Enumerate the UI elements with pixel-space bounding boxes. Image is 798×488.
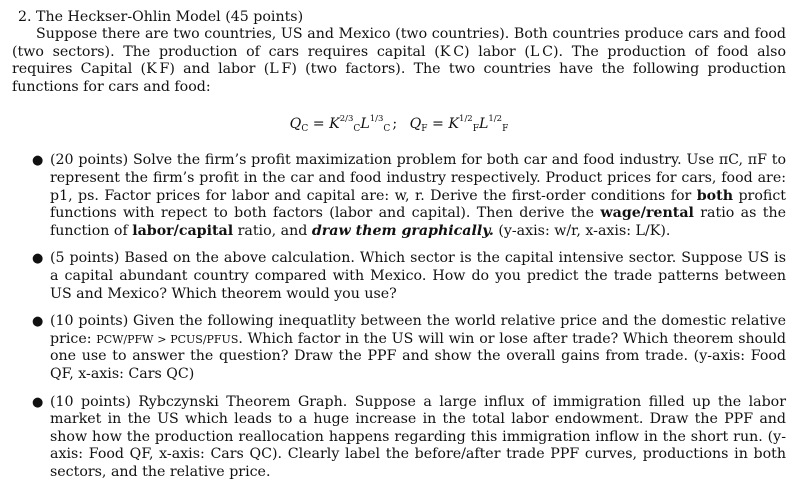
lc-symbol: L: [360, 116, 370, 133]
bullet-icon: ●: [32, 314, 44, 330]
lc-exponent: 1/3: [369, 114, 384, 125]
list-item: ● (5 points) Based on the above calculation. Which sector is the capital intensive sector. Suppose US is a capital abundant country compared with Mexico. How do you predict the trade patterns between US and Mexico? Which theorem would you use?: [32, 250, 786, 302]
list-item: ● (20 points) Solve the firm’s profit maximization problem for both car and food industry. Use πC, πF to represent the firm’s profit in the car and food industry respectively. Product prices for cars, food are: p1, ps. Factor prices for labor and capital are: w, r. Derive the first-order conditions for both profict functions with repect to both factors (labor and capital). Then derive the wage/rental ratio as the function of labor/capital ratio, and draw them graphically. (y-axis: w/r, x-axis: L/K).: [32, 152, 786, 239]
bullet-icon: ●: [32, 251, 44, 267]
qc-symbol: Q: [289, 116, 302, 133]
bullet-icon: ●: [32, 153, 44, 169]
list-item: ● (10 points) Given the following inequatlity between the world relative price and the domestic relative price: PCW/PFW > PCUS/PFUS. Which factor in the US will win or lose after trade? Which theorem should one use to answer the question? Draw the PPF and show the overall gains from trade. (y-axis: Food QF, x-axis: Cars QC): [32, 313, 786, 382]
price-inequality: PCW/PFW > PCUS/PFUS: [96, 332, 239, 346]
intro-paragraph: Suppose there are two countries, US and Mexico (two countries). Both countries produce cars and food (two sectors). The production of cars requires capital (K C) labor (L C). The production of food also requires Capital (K F) and labor (L F) (two factors). The two countries have the following production functions for cars and food:: [12, 26, 786, 95]
qf-symbol: Q: [409, 116, 422, 133]
bullet-icon: ●: [32, 394, 44, 410]
kf-exponent: 1/2: [459, 114, 473, 125]
question-list: [12, 152, 786, 481]
kc-symbol: K: [329, 116, 340, 133]
question-heading: 2. The Heckser-Ohlin Model (45 points): [18, 9, 304, 25]
list-item: ● (10 points) Rybczynski Theorem Graph. Suppose a large influx of immigration filled up the labor market in the US which leads to a huge increase in the total labor endowment. Draw the PPF and show how the production reallocation happens regarding this immigration inflow in the short run. (y-axis: Food QF, x-axis: Cars QC). Clearly label the before/after trade PPF curves, productions in both sectors, and the relative price.: [32, 393, 786, 480]
production-functions: $Q_C = K^{2/3}_CL^{1/3}_C$ ; $Q_F = K^{1/2}_FL^{1/2}_F$: [289, 114, 509, 135]
qf-subscript: F: [421, 124, 428, 135]
kc-exponent: 2/3: [339, 114, 354, 125]
qc-subscript: C: [301, 124, 309, 135]
